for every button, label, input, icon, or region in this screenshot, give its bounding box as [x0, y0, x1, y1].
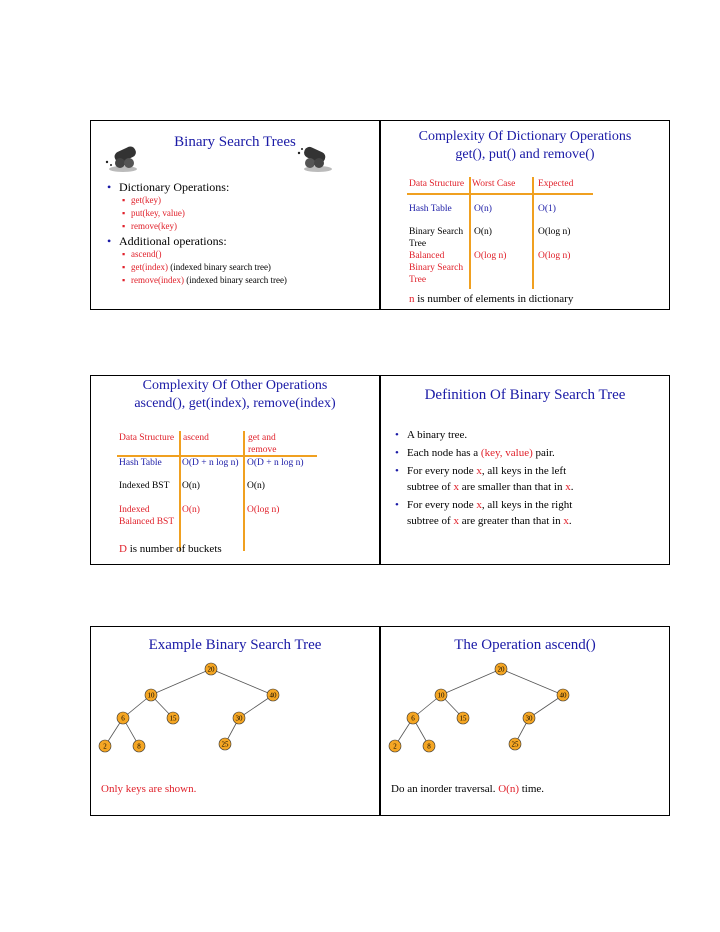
slide2-title-line1: Complexity Of Dictionary Operations [418, 129, 632, 144]
row-bst-worst: O(n) [474, 227, 492, 237]
slide-example-bst [90, 626, 380, 816]
slide6-caption-post: time. [519, 783, 545, 795]
tree-node [145, 689, 157, 701]
row-hash-table-expected: O(1) [538, 204, 556, 214]
tree-node-key: 15 [169, 714, 177, 723]
tree-edge [211, 669, 273, 695]
example-tree [91, 627, 381, 777]
row2-balanced-get: O(log n) [247, 505, 280, 515]
row-balanced-ds-line2: Binary Search [409, 263, 464, 273]
tree-node [523, 712, 535, 724]
tree-node-key: 20 [207, 665, 215, 674]
tree-node-key: 30 [235, 714, 243, 723]
tree-node-key: 2 [393, 742, 397, 751]
tree-node-key: 6 [411, 714, 415, 723]
tree-node-key: 40 [269, 691, 277, 700]
tree-node-key: 10 [147, 691, 155, 700]
ascend-tree [381, 627, 671, 777]
slide-complexity-other [90, 375, 380, 565]
tree-node-key: 40 [559, 691, 567, 700]
def-bullet-binary-tree: • A binary tree. [407, 428, 467, 442]
tree-node-key: 15 [459, 714, 467, 723]
tree-node [219, 738, 231, 750]
tree-node-key: 30 [525, 714, 533, 723]
row2-hash-table-get: O(D + n log n) [247, 458, 304, 468]
def-b3-l1-pre: For every node [407, 465, 477, 477]
op-remove-index-label: remove(index) [131, 275, 184, 285]
row-hash-table-worst: O(n) [474, 204, 492, 214]
tree-node [423, 740, 435, 752]
row2-balanced-ascend: O(n) [182, 505, 200, 515]
tree-node [117, 712, 129, 724]
row2-indexed-bst-get: O(n) [247, 481, 265, 491]
slide6-caption-red: O(n) [498, 783, 519, 795]
op-ascend-label: ascend() [131, 249, 162, 259]
tree-node-key: 2 [103, 742, 107, 751]
tree-node [435, 689, 447, 701]
slide3-title-line1: Complexity Of Other Operations [142, 378, 328, 393]
op-get-index [131, 262, 271, 273]
tree-node [233, 712, 245, 724]
tree-node [99, 740, 111, 752]
row2-balanced-ds-line1: Indexed [119, 505, 150, 515]
cannon-icon-right [296, 139, 336, 173]
slide6-title: The Operation ascend() [454, 637, 596, 653]
def-b4-l2-post: . [568, 515, 572, 527]
def-b4-l2-mid: are greater than that in [458, 515, 564, 527]
header-ascend: ascend [183, 433, 209, 443]
table-col-divider-3 [179, 431, 181, 551]
def-b2-red: (key, value) [480, 447, 533, 459]
slide6-caption-pre: Do an inorder traversal. [391, 783, 499, 795]
def-b4-l1-red: x [476, 499, 482, 511]
tree-edge [151, 669, 211, 695]
row2-balanced-ds-line2: Balanced BST [119, 517, 175, 527]
slide-binary-search-trees [90, 120, 380, 310]
op-remove-index [131, 275, 287, 286]
slide-operation-ascend [380, 626, 670, 816]
def-b3-l2-post: . [570, 481, 574, 493]
tree-node [167, 712, 179, 724]
def-b4-l1-post: , all keys in the right [481, 499, 573, 511]
header-worst-case: Worst Case [472, 179, 516, 189]
slide1-title: Binary Search Trees [174, 134, 296, 150]
tree-node-key: 8 [427, 742, 431, 751]
header-data-structure: Data Structure [409, 179, 465, 189]
def-b4-l1-pre: For every node [407, 499, 477, 511]
row-bst-ds-line1: Binary Search [409, 227, 464, 237]
row2-indexed-bst-ds: Indexed BST [119, 481, 170, 491]
row-balanced-worst: O(log n) [474, 251, 507, 261]
header-data-structure-2: Data Structure [119, 433, 175, 443]
tree-node [267, 689, 279, 701]
slide2-footer [409, 293, 573, 305]
tree-node [457, 712, 469, 724]
tree-node-key: 25 [221, 740, 229, 749]
table-col-divider-4 [243, 431, 245, 551]
def-b4-l2-red2: x [563, 515, 569, 527]
def-b3-l2-red1: x [453, 481, 459, 493]
def-bullet-left-subtree [407, 464, 566, 478]
tree-edge [501, 669, 563, 695]
slide2-footer-var: n [409, 293, 415, 305]
tree-node-key: 6 [121, 714, 125, 723]
row2-indexed-bst-ascend: O(n) [182, 481, 200, 491]
table-col-divider-2 [532, 177, 534, 289]
def-b2-post: pair. [532, 447, 555, 459]
table-col-divider-1 [469, 177, 471, 289]
op-remove-key: ▪ remove(key) [131, 221, 177, 232]
tree-node [205, 663, 217, 675]
def-b3-l2-mid: are smaller than that in [458, 481, 566, 493]
slide-definition-bst [380, 375, 670, 565]
row-balanced-ds-line1: Balanced [409, 251, 445, 261]
tree-node [389, 740, 401, 752]
def-b3-l2-red2: x [565, 481, 571, 493]
tree-node [495, 663, 507, 675]
slide5-caption: Only keys are shown. [101, 783, 197, 795]
tree-node-key: 10 [437, 691, 445, 700]
op-put-key-value: ▪ put(key, value) [131, 208, 185, 219]
slide3-footer-var: D [119, 543, 127, 555]
tree-node [133, 740, 145, 752]
def-b3-l2-pre: subtree of [407, 481, 454, 493]
def-b2-pre: Each node has a [407, 447, 481, 459]
header-get-remove-line1: get and [248, 433, 276, 443]
op-get-key: ▪ get(key) [131, 195, 161, 206]
table-header-rule [407, 193, 593, 195]
op-get-index-note: (indexed binary search tree) [167, 262, 271, 272]
tree-node [407, 712, 419, 724]
row-bst-ds-line2: Tree [409, 239, 427, 249]
slide6-caption [391, 783, 544, 795]
def-b4-l2-red1: x [453, 515, 459, 527]
cannon-icon-left [103, 139, 143, 173]
def-left-subtree-line2 [407, 480, 573, 494]
tree-node [557, 689, 569, 701]
bullet-dictionary-ops: • Dictionary Operations: [119, 180, 229, 194]
row-balanced-expected: O(log n) [538, 251, 571, 261]
op-remove-index-note: (indexed binary search tree) [183, 275, 287, 285]
op-ascend [131, 249, 161, 260]
tree-node-key: 25 [511, 740, 519, 749]
slide3-footer [119, 543, 222, 555]
slide4-title: Definition Of Binary Search Tree [424, 387, 626, 403]
op-get-index-label: get(index) [131, 262, 168, 272]
tree-node [509, 738, 521, 750]
slide5-title: Example Binary Search Tree [148, 637, 322, 653]
def-bullet-key-value [407, 446, 555, 460]
slide2-title-line2: get(), put() and remove() [455, 147, 595, 162]
tree-node-key: 20 [497, 665, 505, 674]
slide2-footer-text: is number of elements in dictionary [414, 293, 574, 305]
def-b4-l2-pre: subtree of [407, 515, 454, 527]
row-bst-expected: O(log n) [538, 227, 571, 237]
header-get-remove-line2: remove [248, 445, 277, 455]
def-right-subtree-line2 [407, 514, 572, 528]
header-expected: Expected [538, 179, 574, 189]
def-b3-l1-post: , all keys in the left [481, 465, 567, 477]
tree-edge [441, 669, 501, 695]
row-hash-table-ds: Hash Table [409, 204, 452, 214]
def-b3-l1-red: x [476, 465, 482, 477]
row2-hash-table-ascend: O(D + n log n) [182, 458, 239, 468]
slide3-footer-text: is number of buckets [126, 543, 222, 555]
slide3-title-line2: ascend(), get(index), remove(index) [134, 396, 336, 411]
tree-node-key: 8 [137, 742, 141, 751]
row-balanced-ds-line3: Tree [409, 275, 427, 285]
table-header-rule-2 [117, 455, 317, 457]
def-bullet-right-subtree [407, 498, 572, 512]
slide-complexity-dictionary [380, 120, 670, 310]
row2-hash-table-ds: Hash Table [119, 458, 162, 468]
bullet-additional-ops: • Additional operations: [119, 234, 227, 248]
